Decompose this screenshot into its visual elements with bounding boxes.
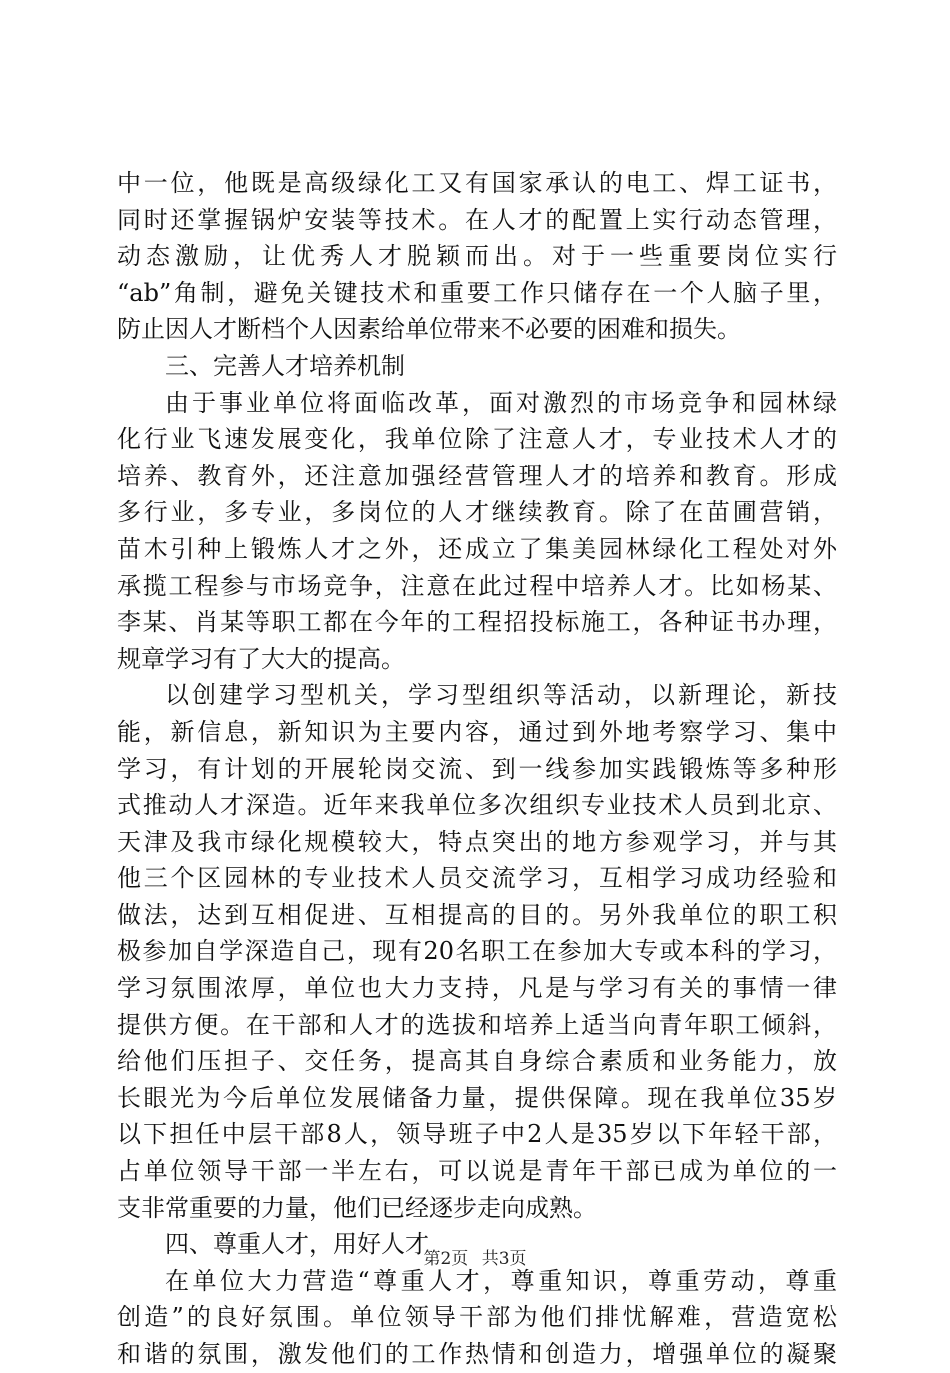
text-line: 中一位，他既是高级绿化工又有国家承认的电工、焊工证书，	[117, 169, 837, 197]
text-line: 占单位领导干部一半左右，可以说是青年干部已成为单位的一	[117, 1157, 837, 1186]
page-footer	[0, 1244, 950, 1269]
text-line: 以创建学习型机关，学习型组织等活动，以新理论，新技	[165, 681, 837, 710]
text-line: 支非常重要的力量，他们已经逐步走向成熟。	[117, 1193, 597, 1222]
text-line: 创造”的良好氛围。单位领导干部为他们排忧解难，营造宽松	[117, 1303, 837, 1332]
text-line: 学习，有计划的开展轮岗交流、到一线参加实践锻炼等多种形	[117, 754, 837, 783]
text-line: 化行业飞速发展变化，我单位除了注意人才，专业技术人才的	[117, 425, 837, 454]
text-line: “ab”角制，避免关键技术和重要工作只储存在一个人脑子里，	[117, 278, 837, 307]
text-line: 规章学习有了大大的提高。	[117, 644, 405, 673]
text-line: 在单位大力营造“尊重人才，尊重知识，尊重劳动，尊重	[165, 1266, 837, 1295]
text-line: 提供方便。在干部和人才的选拔和培养上适当向青年职工倾斜，	[117, 1010, 837, 1039]
text-line: 极参加自学深造自己，现有20名职工在参加大专或本科的学习，	[117, 937, 837, 966]
text-line: 培养、教育外，还注意加强经营管理人才的培养和教育。形成	[117, 461, 837, 490]
text-line: 长眼光为今后单位发展储备力量，提供保障。现在我单位35岁	[117, 1083, 837, 1112]
text-line: 李某、肖某等职工都在今年的工程招投标施工，各种证书办理，	[117, 608, 837, 637]
text-line: 天津及我市绿化规模较大，特点突出的地方参观学习，并与其	[117, 827, 837, 856]
text-line: 由于事业单位将面临改革，面对激烈的市场竞争和园林绿	[165, 388, 837, 417]
text-line: 同时还掌握锅炉安装等技术。在人才的配置上实行动态管理，	[117, 205, 837, 234]
document-body	[117, 165, 837, 1373]
text-line: 式推动人才深造。近年来我单位多次组织专业技术人员到北京、	[117, 791, 837, 820]
section-heading: 四、尊重人才，用好人才	[165, 1230, 429, 1259]
text-line: 以下担任中层干部8人，领导班子中2人是35岁以下年轻干部，	[117, 1120, 837, 1149]
text-line: 能，新信息，新知识为主要内容，通过到外地考察学习、集中	[117, 717, 837, 746]
text-line: 给他们压担子、交任务，提高其自身综合素质和业务能力，放	[117, 1047, 837, 1076]
text-line: 做法，达到互相促进、互相提高的目的。另外我单位的职工积	[117, 900, 837, 929]
page-total: 共3页	[481, 1249, 527, 1269]
text-line: 防止因人才断档个人因素给单位带来不必要的困难和损失。	[117, 315, 741, 344]
text-line: 承揽工程参与市场竞争，注意在此过程中培养人才。比如杨某、	[117, 571, 837, 600]
text-line: 和谐的氛围，激发他们的工作热情和创造力，增强单位的凝聚	[117, 1340, 837, 1368]
text-line: 苗木引种上锻炼人才之外，还成立了集美园林绿化工程处对外	[117, 534, 837, 563]
text-line: 他三个区园林的专业技术人员交流学习，互相学习成功经验和	[117, 864, 837, 893]
text-line: 动态激励，让优秀人才脱颖而出。对于一些重要岗位实行	[117, 242, 837, 271]
section-heading: 三、完善人才培养机制	[165, 351, 405, 380]
text-line: 学习氛围浓厚，单位也大力支持，凡是与学习有关的事情一律	[117, 974, 837, 1003]
text-line: 多行业，多专业，多岗位的人才继续教育。除了在苗圃营销，	[117, 498, 837, 527]
page-number: 第2页	[423, 1249, 469, 1269]
